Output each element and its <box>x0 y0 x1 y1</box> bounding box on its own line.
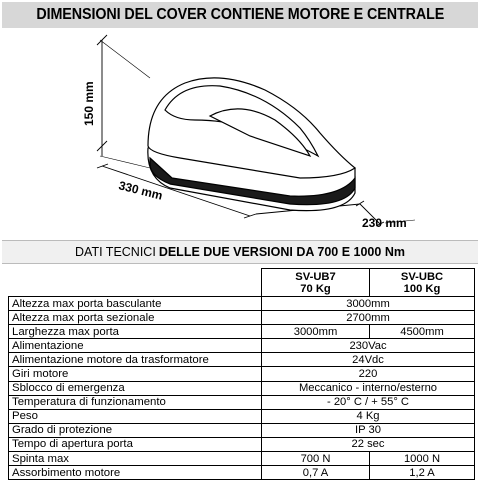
row-value: 2700mm <box>262 311 475 325</box>
section-header-prefix: DATI TECNICI <box>75 245 156 259</box>
row-value: Meccanico - interno/esterno <box>262 381 475 395</box>
row-value: 4 Kg <box>262 409 475 423</box>
table-row <box>9 297 475 311</box>
table-row <box>9 353 475 367</box>
section-header <box>2 240 478 264</box>
row-value: 3000mm <box>262 297 475 311</box>
table-row <box>9 325 475 339</box>
row-value: - 20° C / + 55° C <box>262 395 475 409</box>
row-value: 24Vdc <box>262 353 475 367</box>
row-value-sv-ubc: 4500mm <box>370 325 475 339</box>
row-value-sv-ub7: 700 N <box>262 452 370 466</box>
row-label: Temperatura di funzionamento <box>9 395 262 409</box>
table-row <box>9 339 475 353</box>
row-label: Peso <box>9 409 262 423</box>
page-title: DIMENSIONI DEL COVER CONTIENE MOTORE E CENTRALE <box>36 6 444 23</box>
row-label: Altezza max porta basculante <box>9 297 262 311</box>
model-header-sv-ub7: SV-UB7 70 Kg <box>262 269 370 297</box>
row-label: Altezza max porta sezionale <box>9 311 262 325</box>
row-value-sv-ubc: 1000 N <box>370 452 475 466</box>
section-header-highlight: DELLE DUE VERSIONI DA 700 E 1000 Nm <box>158 245 405 259</box>
row-value-sv-ub7: 0,7 A <box>262 466 370 480</box>
length-label: 330 mm <box>117 178 165 203</box>
table-row <box>9 437 475 451</box>
table-row <box>9 311 475 325</box>
row-value: 220 <box>262 367 475 381</box>
table-row <box>9 381 475 395</box>
table-row <box>9 409 475 423</box>
row-label: Alimentazione <box>9 339 262 353</box>
model-header-sv-ubc: SV-UBC 100 Kg <box>370 269 475 297</box>
spec-table <box>8 268 475 480</box>
width-label: 230 mm <box>362 216 407 230</box>
row-label: Spinta max <box>9 452 262 466</box>
table-row <box>9 466 475 480</box>
cover-dimension-drawing <box>0 28 480 238</box>
row-value-sv-ub7: 3000mm <box>262 325 370 339</box>
table-row <box>9 452 475 466</box>
table-row <box>9 367 475 381</box>
height-label: 150 mm <box>82 81 96 126</box>
row-label: Sblocco di emergenza <box>9 381 262 395</box>
row-label: Alimentazione motore da trasformatore <box>9 353 262 367</box>
title-bar <box>2 2 478 28</box>
row-value: 22 sec <box>262 437 475 451</box>
row-label: Grado di protezione <box>9 423 262 437</box>
row-value: 230Vac <box>262 339 475 353</box>
row-label: Tempo di apertura porta <box>9 437 262 451</box>
row-label: Assorbimento motore <box>9 466 262 480</box>
row-label: Giri motore <box>9 367 262 381</box>
row-value: IP 30 <box>262 423 475 437</box>
row-label: Larghezza max porta <box>9 325 262 339</box>
table-row <box>9 423 475 437</box>
table-row <box>9 395 475 409</box>
spec-table-header-row <box>9 269 475 297</box>
row-value-sv-ubc: 1,2 A <box>370 466 475 480</box>
